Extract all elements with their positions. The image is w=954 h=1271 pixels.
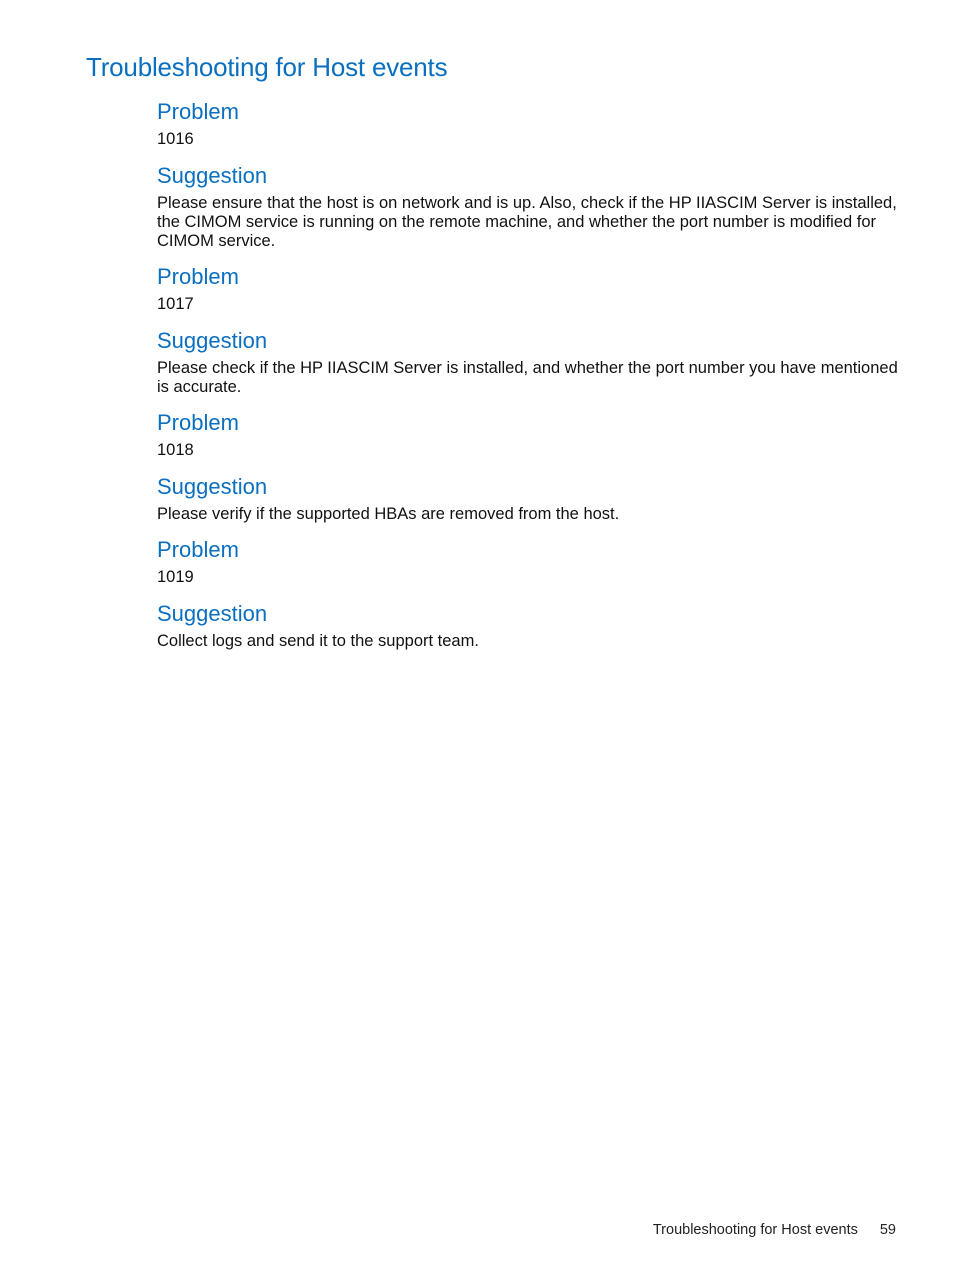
problem-code: 1018: [157, 441, 194, 459]
problem-heading: Problem: [157, 99, 239, 124]
troubleshooting-entries: [157, 98, 902, 663]
problem-1019: [157, 536, 902, 587]
problem-code: 1019: [157, 568, 194, 586]
page-number: 59: [879, 1222, 896, 1238]
suggestion-heading: Suggestion: [157, 163, 268, 188]
problem-heading: Problem: [157, 410, 239, 435]
suggestion-1019: [157, 600, 902, 651]
problem-heading: Problem: [157, 537, 239, 562]
suggestion-1017: [157, 327, 902, 397]
suggestion-heading: Suggestion: [157, 601, 268, 626]
problem-1018: [157, 409, 902, 460]
page-footer: [653, 1222, 896, 1238]
page-title: Troubleshooting for Host events: [86, 52, 448, 82]
footer-section-title: Troubleshooting for Host events: [652, 1222, 858, 1238]
suggestion-text: Please verify if the supported HBAs are removed from the host.: [157, 505, 620, 523]
suggestion-heading: Suggestion: [157, 328, 268, 353]
problem-heading: Problem: [157, 264, 239, 289]
problem-code: 1016: [157, 130, 194, 148]
problem-code: 1017: [157, 295, 194, 313]
suggestion-text: Please ensure that the host is on network and is up. Also, check if the HP IIASCIM Server is installed, the CIMOM service is running on the remote machine, and whether the port number is modified for CIMOM service.: [157, 194, 897, 250]
problem-1016: [157, 98, 902, 149]
problem-1017: [157, 263, 902, 314]
suggestion-1018: [157, 473, 902, 524]
suggestion-heading: Suggestion: [157, 474, 268, 499]
suggestion-text: Please check if the HP IIASCIM Server is installed, and whether the port number you have mentioned is accurate.: [157, 359, 898, 396]
suggestion-1016: [157, 162, 902, 251]
suggestion-text: Collect logs and send it to the support team.: [157, 632, 479, 650]
